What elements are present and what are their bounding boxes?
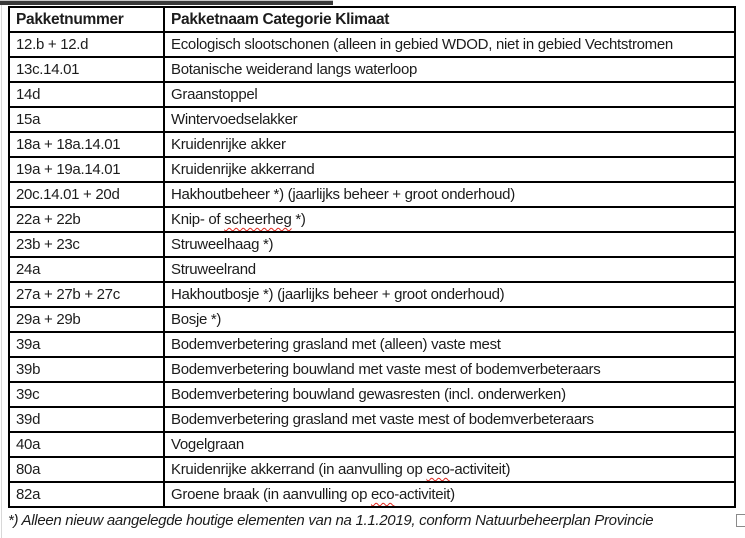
pakketnummer-cell: 15a bbox=[9, 107, 164, 132]
table-row bbox=[9, 382, 735, 407]
pakketnaam-text: Bodemverbetering bouwland met vaste mest of bodemverbeteraars bbox=[171, 361, 601, 378]
table-row bbox=[9, 57, 735, 82]
pakketnummer-cell: 39c bbox=[9, 382, 164, 407]
table-row bbox=[9, 232, 735, 257]
pakketnummer-cell: 27a + 27b + 27c bbox=[9, 282, 164, 307]
table-row bbox=[9, 432, 735, 457]
pakketnaam-cell bbox=[164, 357, 735, 382]
pakketnaam-cell bbox=[164, 232, 735, 257]
pakketnaam-cell bbox=[164, 407, 735, 432]
page-edge-line bbox=[1, 0, 2, 538]
pakketnummer-cell: 22a + 22b bbox=[9, 207, 164, 232]
pakketnummer-cell: 82a bbox=[9, 482, 164, 507]
table-row bbox=[9, 182, 735, 207]
table-row bbox=[9, 357, 735, 382]
pakketnaam-text: Bodemverbetering grasland met vaste mest of bodemverbeteraars bbox=[171, 411, 594, 428]
pakketnaam-cell bbox=[164, 82, 735, 107]
pakketnaam-cell bbox=[164, 207, 735, 232]
pakketnaam-text: Kruidenrijke akker bbox=[171, 136, 286, 153]
table-body bbox=[9, 32, 735, 507]
pakketnummer-cell: 40a bbox=[9, 432, 164, 457]
table-row bbox=[9, 32, 735, 57]
table-row bbox=[9, 132, 735, 157]
pakketnaam-cell bbox=[164, 32, 735, 57]
pakketnummer-cell: 20c.14.01 + 20d bbox=[9, 182, 164, 207]
misspelled-word: scheerheg bbox=[224, 211, 292, 228]
pakketnaam-text: Kruidenrijke akkerrand (in aanvulling op bbox=[171, 461, 427, 478]
table-row bbox=[9, 407, 735, 432]
pakketnummer-cell: 39a bbox=[9, 332, 164, 357]
misspelled-word: eco bbox=[371, 486, 395, 503]
pakketnaam-cell bbox=[164, 182, 735, 207]
pakketnaam-text: Struweelrand bbox=[171, 261, 256, 278]
table-row bbox=[9, 482, 735, 507]
table-row bbox=[9, 207, 735, 232]
table-row bbox=[9, 307, 735, 332]
pakketnaam-cell bbox=[164, 157, 735, 182]
pakketnaam-cell bbox=[164, 382, 735, 407]
pakketnaam-cell bbox=[164, 132, 735, 157]
pakketnummer-cell: 23b + 23c bbox=[9, 232, 164, 257]
table-row bbox=[9, 82, 735, 107]
pakketnaam-text: -activiteit) bbox=[394, 486, 455, 503]
pakketnaam-text: Vogelgraan bbox=[171, 436, 244, 453]
pakketnaam-text: -activiteit) bbox=[449, 461, 511, 478]
pakketnaam-text: *) bbox=[291, 211, 306, 228]
pakketnummer-cell: 39b bbox=[9, 357, 164, 382]
pakketnaam-text: Hakhoutbosje *) (jaarlijks beheer + groot onderhoud) bbox=[171, 286, 505, 303]
pakketnaam-cell bbox=[164, 57, 735, 82]
pakketnaam-cell bbox=[164, 257, 735, 282]
pakketnummer-cell: 39d bbox=[9, 407, 164, 432]
pakketnaam-text: Graanstoppel bbox=[171, 86, 258, 103]
pakketnaam-text: Ecologisch slootschonen (alleen in gebied WDOD, niet in gebied Vechtstromen bbox=[171, 36, 673, 53]
pakketnaam-text: Botanische weiderand langs waterloop bbox=[171, 61, 418, 78]
pakketnaam-text: Wintervoedselakker bbox=[171, 111, 298, 128]
pakketnaam-cell bbox=[164, 282, 735, 307]
column-header-pakketnummer: Pakketnummer bbox=[9, 7, 164, 32]
pakketnaam-text: Bodemverbetering grasland met (alleen) vaste mest bbox=[171, 336, 501, 353]
pakketnummer-cell: 29a + 29b bbox=[9, 307, 164, 332]
pakketnaam-cell bbox=[164, 432, 735, 457]
pakketnummer-cell: 80a bbox=[9, 457, 164, 482]
pakketnaam-text: Groene braak (in aanvulling op bbox=[171, 486, 371, 503]
table-row bbox=[9, 157, 735, 182]
pakketnaam-cell bbox=[164, 457, 735, 482]
pakketnummer-cell: 12.b + 12.d bbox=[9, 32, 164, 57]
pakketnaam-text: Knip- of bbox=[171, 211, 225, 228]
footnote: *) Alleen nieuw aangelegde houtige elementen van na 1.1.2019, conform Natuurbeheerplan Provincie bbox=[8, 512, 654, 529]
pakketten-table bbox=[8, 6, 736, 508]
pakketnaam-cell bbox=[164, 332, 735, 357]
pakketnummer-cell: 19a + 19a.14.01 bbox=[9, 157, 164, 182]
pakketnaam-text: Bodemverbetering bouwland gewasresten (incl. onderwerken) bbox=[171, 386, 566, 403]
table-resize-handle[interactable] bbox=[736, 514, 745, 527]
pakketnaam-text: Hakhoutbeheer *) (jaarlijks beheer + groot onderhoud) bbox=[171, 186, 515, 203]
table-header-row bbox=[9, 7, 735, 32]
pakketnummer-cell: 18a + 18a.14.01 bbox=[9, 132, 164, 157]
pakketnummer-cell: 13c.14.01 bbox=[9, 57, 164, 82]
pakketnaam-text: Struweelhaag *) bbox=[171, 236, 274, 253]
table-row bbox=[9, 107, 735, 132]
pakketnaam-text: Bosje *) bbox=[171, 311, 222, 328]
table-row bbox=[9, 282, 735, 307]
column-header-pakketnaam: Pakketnaam Categorie Klimaat bbox=[164, 7, 735, 32]
pakketnaam-cell bbox=[164, 307, 735, 332]
pakketnummer-cell: 14d bbox=[9, 82, 164, 107]
pakketnummer-cell: 24a bbox=[9, 257, 164, 282]
table-row bbox=[9, 457, 735, 482]
window-edge-strip bbox=[0, 0, 333, 5]
table-row bbox=[9, 332, 735, 357]
pakketnaam-cell bbox=[164, 482, 735, 507]
misspelled-word: eco bbox=[426, 461, 450, 478]
pakketnaam-cell bbox=[164, 107, 735, 132]
table-row bbox=[9, 257, 735, 282]
pakketnaam-text: Kruidenrijke akkerrand bbox=[171, 161, 315, 178]
